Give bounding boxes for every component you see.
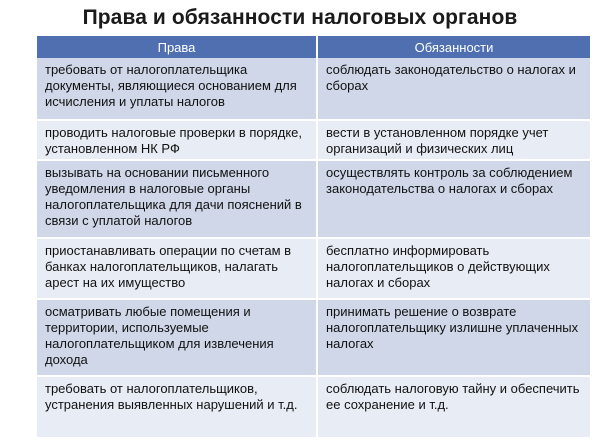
- page-title: Права и обязанности налоговых органов: [82, 6, 518, 29]
- rights-cell: вызывать на основании письменного уведомления в налоговые органы налогоплательщика для дачи пояснений в связи с уплатой налогов: [37, 160, 317, 238]
- table-row: [37, 120, 590, 160]
- table-row: [37, 160, 590, 238]
- table-row: [37, 376, 590, 438]
- rights-cell: проводить налоговые проверки в порядке, установленном НК РФ: [37, 120, 317, 160]
- rights-cell: требовать от налогоплательщика документы, являющиеся основанием для исчисления и уплаты налогов: [37, 58, 317, 120]
- rights-cell: приостанавливать операции по счетам в банках налогоплательщиков, налагать арест на их имущество: [37, 238, 317, 299]
- duties-cell: осуществлять контроль за соблюдением законодательства о налогах и сборах: [317, 160, 590, 238]
- table-header-row: [37, 36, 590, 58]
- duties-cell: принимать решение о возврате налогоплательщику излишне уплаченных налогах: [317, 299, 590, 376]
- duties-cell: соблюдать законодательство о налогах и сборах: [317, 58, 590, 120]
- column-header-duties: Обязанности: [317, 36, 590, 58]
- duties-cell: бесплатно информировать налогоплательщиков о действующих налогах и сборах: [317, 238, 590, 299]
- duties-cell: вести в установленном порядке учет организаций и физических лиц: [317, 120, 590, 160]
- column-header-rights: Права: [37, 36, 317, 58]
- rights-duties-table: [37, 36, 590, 439]
- rights-cell: требовать от налогоплательщиков, устранения выявленных нарушений и т.д.: [37, 376, 317, 438]
- table-row: [37, 238, 590, 299]
- duties-cell: соблюдать налоговую тайну и обеспечить ее сохранение и т.д.: [317, 376, 590, 438]
- table-row: [37, 58, 590, 120]
- table-row: [37, 299, 590, 376]
- rights-cell: осматривать любые помещения и территории, используемые налогоплательщиком для извлечения дохода: [37, 299, 317, 376]
